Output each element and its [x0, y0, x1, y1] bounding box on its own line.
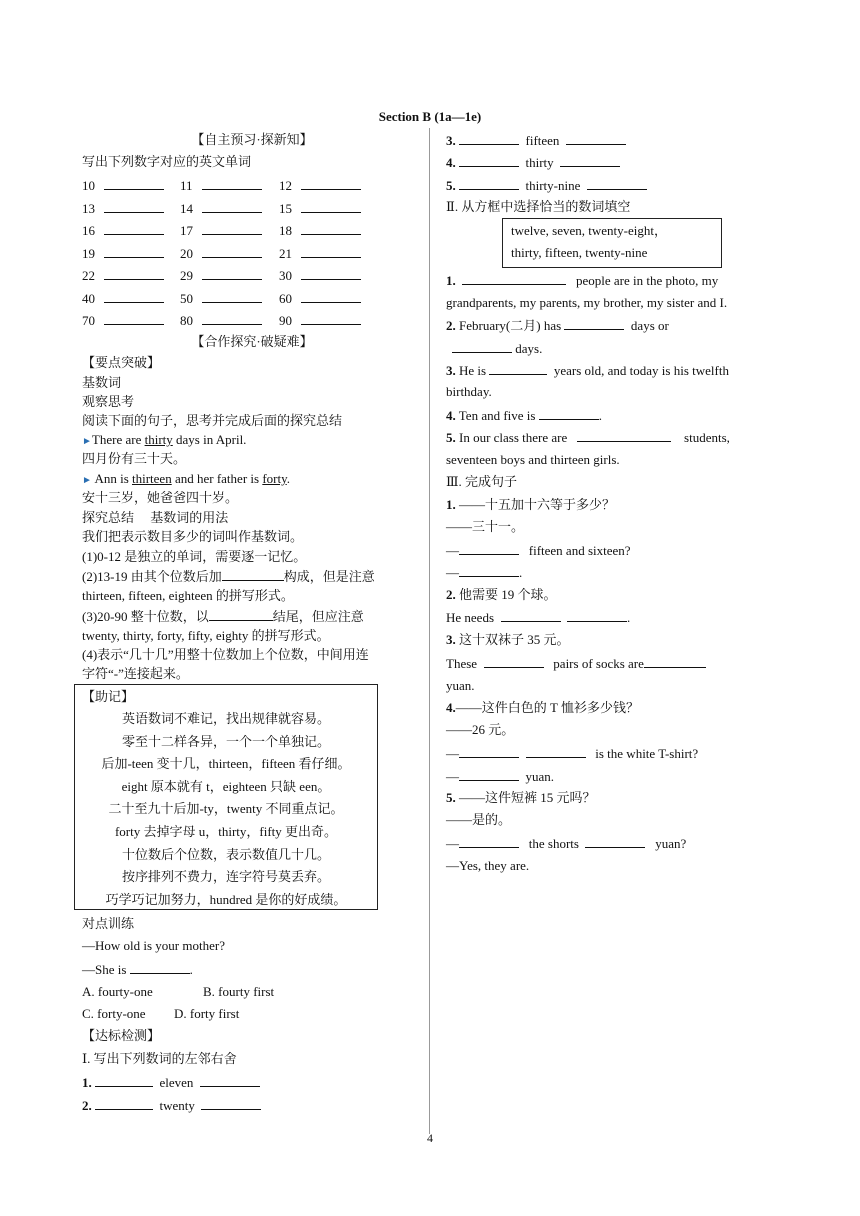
example-1-pre: There are	[91, 432, 145, 447]
mnemonic-line: 十位数后个位数，表示数值几十几。	[121, 846, 330, 862]
rule-2-text-b: 构成，但是注意	[283, 569, 375, 584]
answer-blank[interactable]	[301, 177, 361, 190]
answer-blank[interactable]	[462, 272, 566, 285]
option-d[interactable]: D. forty first	[174, 1006, 240, 1021]
observe-label: 观察思考	[82, 394, 135, 409]
question-text-post: days or	[627, 318, 669, 333]
question-text: These	[446, 656, 481, 671]
sentence-5-cn	[446, 790, 596, 806]
sentence-4-en	[446, 745, 698, 762]
question-text: 他需要 19 个球。	[455, 587, 557, 602]
rule-2-text-a: (2)13-19 由其个位数后加	[82, 569, 222, 584]
mnemonic-line: 零至十二样各异，一个一个单独记。	[121, 733, 330, 749]
sentence-4-cn	[446, 700, 639, 716]
example-2-mid: and her father is	[171, 471, 263, 486]
item-word: fifteen	[525, 133, 560, 148]
column-divider	[429, 128, 430, 1134]
number-label: 30	[279, 268, 292, 283]
section-2-title: Ⅱ. 从方框中选择恰当的数词填空	[446, 199, 631, 214]
number-label: 19	[82, 245, 95, 261]
number-label: 10	[82, 178, 95, 193]
mnemonic-line: eight 原本就有 t，eighteen 只缺 een。	[121, 778, 331, 794]
answer-blank[interactable]	[526, 745, 586, 758]
practice-blank[interactable]	[130, 961, 190, 974]
answer-blank[interactable]	[489, 362, 547, 375]
rule-3-text-b: 结尾，但应注意	[272, 609, 364, 624]
rule-2-blank[interactable]	[222, 568, 284, 581]
number-label: 15	[279, 200, 292, 216]
question-text: days.	[512, 341, 543, 356]
question-text: yuan?	[651, 836, 687, 851]
answer-blank[interactable]	[484, 655, 544, 668]
number-item	[180, 267, 262, 284]
answer-blank[interactable]	[301, 290, 361, 303]
answer-blank[interactable]	[577, 429, 671, 442]
fill-question-5	[446, 429, 730, 446]
mnemonic-line: forty 去掉字母 u，thirty，fifty 更出奇。	[114, 824, 338, 839]
question-text: ——十五加十六等于多少？	[455, 497, 616, 512]
practice-title: 对点训练	[82, 916, 135, 931]
option-c[interactable]: C. forty-one	[82, 1006, 146, 1021]
number-item	[279, 267, 361, 284]
dash: —	[446, 769, 459, 784]
number-label: 22	[82, 268, 95, 283]
sentence-4-cn-2: ——26 元。	[446, 722, 515, 737]
fill-question-3	[446, 362, 729, 379]
answer-blank[interactable]	[301, 312, 361, 325]
topic-label: 基数词	[82, 375, 122, 390]
page-number: 4	[427, 1131, 433, 1145]
word-box-line-2: thirty, fifteen, twenty-nine	[511, 245, 648, 260]
question-text-post: years old, and today is his twelfth	[550, 363, 729, 378]
left-neighbor-blank[interactable]	[459, 177, 519, 190]
example-1-translation: 四月份有三十天。	[82, 451, 187, 466]
rule-1: (1)0-12 是独立的单词，需要逐一记忆。	[82, 549, 307, 564]
answer-blank[interactable]	[104, 267, 164, 280]
fill-question-1	[446, 272, 778, 289]
preview-heading: 【自主预习·探新知】	[191, 132, 313, 147]
sentence-2-en	[446, 609, 630, 626]
key-heading: 【要点突破】	[82, 355, 161, 370]
number-item	[82, 222, 164, 239]
sentence-5-en-2: —Yes, they are.	[446, 858, 530, 873]
triangle-bullet-icon: ►	[82, 475, 92, 486]
sentence-1-en	[446, 542, 631, 559]
question-number: 3.	[446, 363, 456, 378]
item-word: thirty-nine	[525, 178, 581, 193]
rule-2-note: thirteen, fifteen, eighteen 的拼写形式。	[82, 588, 294, 603]
right-neighbor-blank[interactable]	[200, 1074, 260, 1087]
mnemonic-line: 英语数词不难记，找出规律就容易。	[121, 711, 330, 726]
test-heading: 【达标检测】	[82, 1028, 161, 1043]
rule-3-blank[interactable]	[209, 608, 273, 621]
question-number: 4.	[446, 408, 456, 423]
item-word: eleven	[159, 1075, 194, 1090]
mnemonic-line: 按序排列不费力，连字符号莫丢弃。	[121, 869, 330, 885]
question-text: people are in the photo, my	[572, 273, 719, 288]
question-text: February(二月) has	[455, 318, 565, 333]
word-box-line-1: twelve, seven, twenty-eight，	[511, 223, 667, 238]
example-2-underlined-1: thirteen	[132, 471, 172, 486]
period: .	[627, 610, 631, 625]
mnemonic-title: 【助记】	[82, 689, 135, 704]
neighbor-item-4	[446, 154, 620, 171]
right-neighbor-blank[interactable]	[201, 1097, 261, 1110]
question-number: 1.	[446, 273, 456, 288]
left-neighbor-blank[interactable]	[95, 1097, 153, 1110]
number-label: 29	[180, 268, 193, 283]
answer-blank[interactable]	[585, 835, 645, 848]
number-item	[82, 267, 164, 284]
option-b[interactable]: B. fourty first	[203, 984, 275, 999]
dash: —	[446, 746, 459, 761]
number-label: 50	[180, 290, 193, 306]
fill-question-2	[446, 317, 669, 334]
answer-blank[interactable]	[459, 542, 519, 555]
number-label: 14	[180, 200, 193, 216]
read-instruction: 阅读下面的句子，思考并完成后面的探究总结	[82, 413, 343, 428]
coop-heading: 【合作探究·破疑难】	[191, 334, 313, 349]
item-number: 5.	[446, 178, 456, 193]
example-2-underlined-2: forty	[262, 471, 287, 486]
example-2-pre: Ann is	[91, 471, 132, 486]
answer-blank[interactable]	[644, 655, 706, 668]
answer-blank[interactable]	[459, 745, 519, 758]
fill-question-4	[446, 407, 602, 424]
question-text: He is	[455, 363, 490, 378]
question-text: yuan.	[522, 769, 555, 784]
question-text: Ten and five is	[455, 408, 539, 423]
rule-3-text-a: (3)20-90 整十位数，以	[82, 609, 209, 624]
left-neighbor-blank[interactable]	[459, 132, 519, 145]
question-text: is the white T-shirt?	[592, 746, 699, 761]
question-number: 1.	[446, 497, 456, 512]
fill-question-5-line-2: seventeen boys and thirteen girls.	[446, 452, 620, 467]
answer-blank[interactable]	[104, 245, 164, 258]
number-item	[279, 222, 361, 239]
number-label: 17	[180, 223, 193, 238]
practice-answer	[82, 961, 193, 978]
rule-3	[82, 608, 364, 625]
period: .	[519, 565, 523, 580]
number-label: 18	[279, 223, 292, 238]
item-number: 4.	[446, 155, 456, 170]
question-text: ——这件白色的 T 恤衫多少钱？	[455, 700, 639, 715]
question-text-mid: the shorts	[525, 836, 583, 851]
section-title: Section B (1a—1e)	[378, 109, 482, 124]
practice-answer-post: .	[189, 962, 193, 977]
number-item	[180, 290, 262, 307]
answer-blank[interactable]	[564, 317, 624, 330]
practice-answer-pre: —She is	[82, 962, 130, 977]
question-text: He needs	[446, 610, 498, 625]
question-number: 5.	[446, 430, 456, 445]
number-item	[279, 200, 361, 217]
number-label: 70	[82, 313, 95, 328]
number-item	[279, 312, 361, 329]
number-label: 90	[279, 313, 292, 328]
answer-blank[interactable]	[104, 200, 164, 213]
question-number: 2.	[446, 318, 456, 333]
section-3-title: Ⅲ. 完成句子	[446, 474, 518, 489]
sentence-4-en-2	[446, 768, 554, 785]
answer-blank[interactable]	[202, 222, 262, 235]
item-word: twenty	[159, 1098, 195, 1113]
answer-blank[interactable]	[202, 245, 262, 258]
sentence-5-cn-2: ——是的。	[446, 812, 512, 827]
answer-blank[interactable]	[459, 564, 519, 577]
number-item	[180, 200, 262, 217]
question-number: 5.	[446, 790, 456, 805]
answer-blank[interactable]	[104, 312, 164, 325]
question-number: 2.	[446, 587, 456, 602]
number-item	[82, 177, 164, 194]
sentence-1-en-2	[446, 564, 522, 581]
number-label: 11	[180, 178, 193, 193]
number-label: 40	[82, 290, 95, 306]
number-item	[82, 200, 164, 217]
item-number: 1.	[82, 1075, 92, 1090]
number-label: 13	[82, 200, 95, 216]
neighbor-item-1	[82, 1074, 260, 1091]
number-label: 60	[279, 290, 292, 306]
question-text-mid: pairs of socks are	[550, 656, 644, 671]
answer-blank[interactable]	[104, 177, 164, 190]
example-1	[82, 432, 246, 450]
question-number: 3.	[446, 632, 456, 647]
number-item	[279, 290, 361, 307]
dash: —	[446, 543, 459, 558]
answer-blank[interactable]	[301, 267, 361, 280]
number-label: 16	[82, 223, 95, 238]
mnemonic-line: 后加-teen 变十几，thirteen，fifteen 看仔细。	[101, 756, 351, 772]
number-item	[180, 312, 262, 329]
question-number: 4.	[446, 700, 456, 715]
item-word: thirty	[525, 155, 554, 170]
answer-blank[interactable]	[202, 290, 262, 303]
rule-4-cont: 字符“-”连接起来。	[82, 666, 189, 681]
section-1-title: Ⅰ. 写出下列数词的左邻右舍	[82, 1051, 237, 1066]
answer-blank[interactable]	[104, 222, 164, 235]
item-number: 2.	[82, 1098, 92, 1113]
rule-2	[82, 568, 375, 585]
option-a[interactable]: A. fourty-one	[82, 984, 153, 999]
sentence-3-en	[446, 655, 706, 672]
question-text-post: students,	[680, 430, 730, 445]
answer-blank[interactable]	[104, 290, 164, 303]
answer-blank[interactable]	[202, 200, 262, 213]
answer-blank[interactable]	[202, 177, 262, 190]
answer-blank[interactable]	[501, 609, 561, 622]
question-text: 这十双袜子 35 元。	[455, 632, 570, 647]
number-item	[82, 312, 164, 329]
number-item	[279, 177, 361, 194]
example-1-post: days in April.	[172, 432, 247, 447]
sentence-2-cn	[446, 587, 557, 603]
mnemonic-line: 巧学巧记加努力，hundred 是你的好成绩。	[105, 891, 347, 907]
answer-blank[interactable]	[301, 200, 361, 213]
answer-blank[interactable]	[202, 267, 262, 280]
example-2-end: .	[286, 471, 291, 486]
neighbor-item-2	[82, 1097, 261, 1114]
sentence-1-cn	[446, 497, 615, 513]
practice-question: —How old is your mother?	[82, 938, 225, 953]
right-neighbor-blank[interactable]	[560, 154, 620, 167]
mnemonic-line: 二十至九十后加-ty，twenty 不同重点记。	[108, 801, 344, 817]
answer-blank[interactable]	[539, 407, 599, 420]
answer-blank[interactable]	[301, 222, 361, 235]
neighbor-item-3	[446, 132, 626, 149]
number-label: 21	[279, 245, 292, 261]
sentence-5-en	[446, 835, 686, 852]
triangle-bullet-icon: ►	[82, 436, 92, 447]
question-text: fifteen and sixteen?	[525, 543, 631, 558]
answer-blank[interactable]	[452, 340, 512, 353]
number-label: 12	[279, 178, 292, 193]
number-item	[180, 177, 262, 194]
number-item	[82, 245, 164, 262]
fill-question-3-line-2: birthday.	[446, 384, 492, 399]
example-2-translation: 安十三岁，她爸爸四十岁。	[82, 490, 239, 505]
sentence-1-cn-2: ——三十一。	[446, 519, 525, 534]
question-text-post: .	[598, 408, 602, 423]
rule-4: (4)表示“几十几”用整十位数加上个位数，中间用连	[82, 647, 369, 662]
right-neighbor-blank[interactable]	[566, 132, 626, 145]
dash: —	[446, 836, 459, 851]
fill-question-2-line-2	[452, 340, 542, 357]
example-2	[82, 471, 290, 489]
number-item	[180, 222, 262, 239]
fill-question-1-line-2: grandparents, my parents, my brother, my sister and I.	[446, 295, 728, 310]
preview-instruction: 写出下列数字对应的英文单词	[82, 154, 252, 169]
answer-blank[interactable]	[202, 312, 262, 325]
left-neighbor-blank[interactable]	[459, 154, 519, 167]
answer-blank[interactable]	[459, 835, 519, 848]
example-1-underlined: thirty	[144, 432, 173, 447]
sentence-3-cn	[446, 632, 570, 648]
number-item	[82, 290, 164, 307]
number-item	[180, 245, 262, 262]
summary-title: 探究总结 基数词的用法	[82, 510, 229, 525]
question-text: ——这件短裤 15 元吗？	[455, 790, 596, 805]
dash: —	[446, 565, 459, 580]
sentence-3-en-2: yuan.	[446, 678, 475, 693]
number-label: 20	[180, 245, 193, 261]
number-item	[279, 245, 361, 262]
question-text: In our class there are	[455, 430, 571, 445]
rule-3-note: twenty, thirty, forty, fifty, eighty 的拼写形式。	[82, 628, 330, 643]
right-neighbor-blank[interactable]	[587, 177, 647, 190]
answer-blank[interactable]	[459, 768, 519, 781]
left-neighbor-blank[interactable]	[95, 1074, 153, 1087]
answer-blank[interactable]	[567, 609, 627, 622]
summary-definition: 我们把表示数目多少的词叫作基数词。	[82, 529, 304, 544]
answer-blank[interactable]	[301, 245, 361, 258]
number-label: 80	[180, 313, 193, 328]
item-number: 3.	[446, 133, 456, 148]
neighbor-item-5	[446, 177, 647, 194]
